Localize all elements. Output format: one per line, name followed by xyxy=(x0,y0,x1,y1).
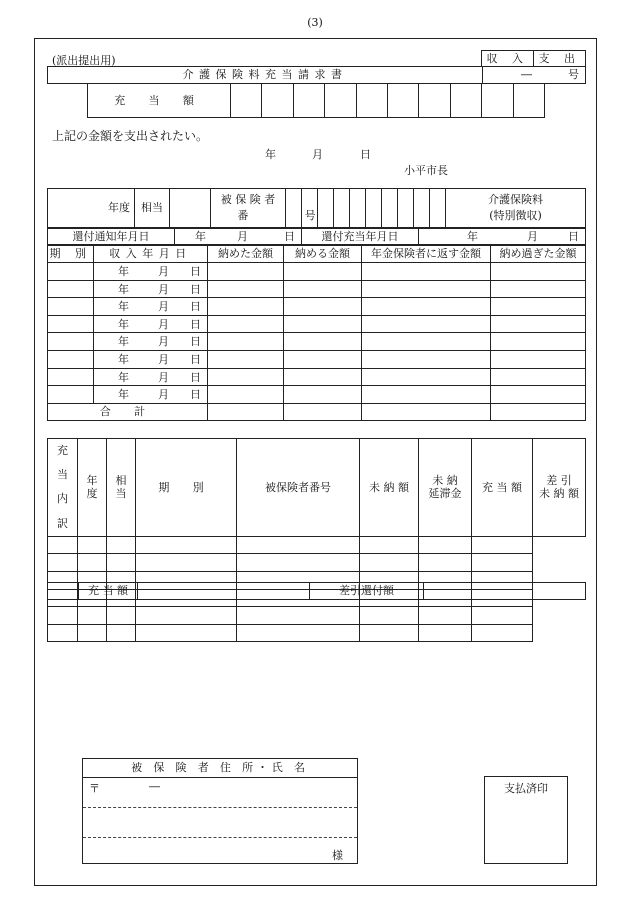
table-cell[interactable] xyxy=(48,554,78,572)
footer-allocated-label: 充 当 額 xyxy=(79,583,138,600)
table-cell[interactable] xyxy=(48,263,94,281)
table-cell[interactable] xyxy=(472,607,533,625)
request-statement: 上記の金額を支出されたい。 xyxy=(52,129,209,143)
receipt-date-month: 月 xyxy=(158,317,169,331)
allocation-breakdown-table xyxy=(47,438,586,642)
column-header: 年金保険者に返す金額 xyxy=(362,246,491,263)
table-cell[interactable] xyxy=(208,386,284,404)
receipt-date-day: 日 xyxy=(190,317,201,331)
column-header-late-fee-line1: 未 納 xyxy=(432,473,458,487)
table-cell[interactable] xyxy=(136,624,237,642)
payment-history-table xyxy=(47,245,586,421)
amount-digit[interactable] xyxy=(513,84,544,118)
payment-stamp-title: 支払済印 xyxy=(504,782,548,795)
table-cell[interactable] xyxy=(208,298,284,316)
table-cell[interactable] xyxy=(284,350,362,368)
column-header-insured-number: 被保険者番号 xyxy=(237,439,360,537)
amount-digit[interactable] xyxy=(450,84,481,118)
refund-info-table xyxy=(47,188,586,228)
table-cell[interactable] xyxy=(208,350,284,368)
table-cell[interactable] xyxy=(48,386,94,404)
amount-digit[interactable] xyxy=(482,84,513,118)
title-row xyxy=(47,66,586,84)
refund-notice-date-value[interactable] xyxy=(175,229,302,245)
receipt-date-year: 年 xyxy=(118,300,129,314)
receipt-date-year: 年 xyxy=(118,265,129,278)
column-header: 収入年月日 xyxy=(94,246,208,263)
table-cell[interactable] xyxy=(360,554,419,572)
column-header-unpaid: 未 納 額 xyxy=(360,439,419,537)
table-cell[interactable] xyxy=(491,280,586,298)
table-cell[interactable] xyxy=(48,607,78,625)
table-cell[interactable] xyxy=(362,333,491,351)
receipt-date-cell[interactable] xyxy=(94,350,208,368)
address-box xyxy=(82,758,358,864)
column-header: 納めた金額 xyxy=(208,246,284,263)
column-header-year-line2: 度 xyxy=(86,487,98,501)
table-cell[interactable] xyxy=(237,607,360,625)
receipt-date-day: 日 xyxy=(190,265,201,278)
receipt-date-month: 月 xyxy=(158,388,169,402)
column-header-net-unpaid-line2: 未 納 額 xyxy=(539,487,579,501)
side-label-char: 内 xyxy=(57,492,68,506)
table-cell[interactable] xyxy=(284,280,362,298)
table-row xyxy=(48,554,586,572)
side-label-char: 当 xyxy=(57,468,68,482)
notice-year: 年 xyxy=(195,230,206,243)
table-cell[interactable] xyxy=(78,624,107,642)
table-cell[interactable] xyxy=(48,624,78,642)
postal-dash: ― xyxy=(149,780,160,793)
receipt-date-year: 年 xyxy=(118,317,129,331)
table-cell[interactable] xyxy=(107,624,136,642)
table-cell[interactable] xyxy=(419,607,472,625)
receipt-date-year: 年 xyxy=(118,388,129,402)
table-cell[interactable] xyxy=(284,263,362,281)
table-cell[interactable] xyxy=(284,315,362,333)
receipt-date-cell[interactable] xyxy=(94,280,208,298)
table-cell[interactable] xyxy=(48,298,94,316)
column-header-net-unpaid xyxy=(533,439,586,537)
table-cell[interactable] xyxy=(284,333,362,351)
receipt-date-month: 月 xyxy=(158,282,169,296)
column-header-year-line1: 年 xyxy=(86,473,98,487)
request-date-month: 月 xyxy=(312,148,323,161)
side-label-char: 充 xyxy=(57,444,68,457)
receipt-date-year: 年 xyxy=(118,352,129,366)
table-cell[interactable] xyxy=(419,536,472,554)
receipt-date-cell[interactable] xyxy=(94,263,208,281)
table-cell[interactable] xyxy=(362,298,491,316)
column-header: 納める金額 xyxy=(284,246,362,263)
table-cell[interactable] xyxy=(136,607,237,625)
receipt-date-day: 日 xyxy=(190,300,201,314)
table-row xyxy=(48,368,586,386)
applicable-label: 相当 xyxy=(135,189,170,228)
receipt-date-month: 月 xyxy=(158,265,169,278)
table-cell[interactable] xyxy=(419,554,472,572)
amount-digit[interactable] xyxy=(231,84,262,118)
table-cell[interactable] xyxy=(472,624,533,642)
notice-day: 日 xyxy=(284,230,295,243)
table-cell[interactable] xyxy=(362,263,491,281)
refund-notice-date-label: 還付通知年月日 xyxy=(48,229,175,245)
column-header-net-unpaid-line1: 差 引 xyxy=(546,473,572,487)
column-header-allocated: 充 当 額 xyxy=(472,439,533,537)
total-cell[interactable] xyxy=(284,403,362,420)
table-cell[interactable] xyxy=(48,350,94,368)
receipt-date-day: 日 xyxy=(190,352,201,366)
table-cell[interactable] xyxy=(208,263,284,281)
refund-dates-row xyxy=(47,228,586,245)
total-row xyxy=(48,403,586,420)
receipt-date-day: 日 xyxy=(190,370,201,384)
table-cell[interactable] xyxy=(48,333,94,351)
refund-allocation-date-label: 還付充当年月日 xyxy=(302,229,419,245)
table-cell[interactable] xyxy=(48,536,78,554)
table-row xyxy=(48,350,586,368)
name-line[interactable] xyxy=(83,838,357,866)
table-cell[interactable] xyxy=(208,368,284,386)
table-cell[interactable] xyxy=(48,368,94,386)
table-cell[interactable] xyxy=(48,280,94,298)
footer-allocated-value[interactable] xyxy=(138,583,310,600)
table-cell[interactable] xyxy=(237,554,360,572)
receipt-date-month: 月 xyxy=(158,370,169,384)
table-cell[interactable] xyxy=(78,536,107,554)
request-date-day: 日 xyxy=(360,148,371,161)
premium-label-line2: (特別徴収) xyxy=(489,209,542,222)
column-header-late-fee xyxy=(419,439,472,537)
total-label: 合 計 xyxy=(48,403,208,420)
receipt-label: 収 入 xyxy=(482,51,534,67)
table-cell[interactable] xyxy=(491,263,586,281)
allocation-day: 日 xyxy=(568,230,579,243)
honorific: 様 xyxy=(332,849,343,862)
form-title: 介護保険料充当請求書 xyxy=(48,67,483,84)
receipt-date-year: 年 xyxy=(118,282,129,296)
table-cell[interactable] xyxy=(208,315,284,333)
applicable-value[interactable] xyxy=(170,189,211,228)
footer-refund-value[interactable] xyxy=(424,583,586,600)
table-cell[interactable] xyxy=(208,280,284,298)
column-header: 納め過ぎた金額 xyxy=(491,246,586,263)
table-row xyxy=(48,263,586,281)
insured-number-digit[interactable] xyxy=(382,189,398,228)
amount-digit[interactable] xyxy=(325,84,356,118)
payment-label: 支 出 xyxy=(534,51,586,67)
table-cell[interactable] xyxy=(472,536,533,554)
column-header-late-fee-line2: 延滞金 xyxy=(428,487,462,501)
side-label-char: 訳 xyxy=(57,516,68,530)
column-header-applicable-line1: 相 xyxy=(115,473,127,487)
amount-digit[interactable] xyxy=(262,84,293,118)
insured-number-digit[interactable] xyxy=(366,189,382,228)
premium-label-line1: 介護保険料 xyxy=(488,193,543,207)
table-cell[interactable] xyxy=(491,350,586,368)
number-dash: ― xyxy=(521,68,532,81)
table-row xyxy=(48,536,586,554)
column-header-applicable-line2: 当 xyxy=(115,487,127,501)
amount-digit[interactable] xyxy=(293,84,324,118)
postal-mark: 〒 xyxy=(89,782,100,795)
insured-number-digit[interactable] xyxy=(414,189,430,228)
refund-allocation-date-value[interactable] xyxy=(419,229,586,245)
document-number xyxy=(483,67,586,84)
table-cell[interactable] xyxy=(362,350,491,368)
allocation-year: 年 xyxy=(467,230,478,243)
receipt-date-cell[interactable] xyxy=(94,386,208,404)
receipt-date-cell[interactable] xyxy=(94,298,208,316)
table-row xyxy=(48,624,586,642)
receipt-date-month: 月 xyxy=(158,335,169,349)
table-cell[interactable] xyxy=(362,280,491,298)
request-date-year: 年 xyxy=(265,148,276,161)
amount-digit[interactable] xyxy=(356,84,387,118)
receipt-date-cell[interactable] xyxy=(94,315,208,333)
address-line[interactable] xyxy=(83,808,357,838)
receipt-date-month: 月 xyxy=(158,352,169,366)
table-cell[interactable] xyxy=(78,607,107,625)
table-cell[interactable] xyxy=(491,315,586,333)
table-cell[interactable] xyxy=(208,333,284,351)
insured-number-label xyxy=(211,189,343,228)
table-cell[interactable] xyxy=(491,368,586,386)
table-cell[interactable] xyxy=(107,607,136,625)
table-cell[interactable] xyxy=(362,386,491,404)
table-cell[interactable] xyxy=(237,624,360,642)
table-cell[interactable] xyxy=(360,536,419,554)
table-row xyxy=(48,607,586,625)
address-box-title: 被 保 険 者 住 所・氏 名 xyxy=(83,759,357,778)
receipt-date-day: 日 xyxy=(190,388,201,402)
table-row xyxy=(48,298,586,316)
allocation-month: 月 xyxy=(527,230,538,243)
table-row xyxy=(48,315,586,333)
table-row xyxy=(48,386,586,404)
receipt-date-month: 月 xyxy=(158,300,169,314)
allocation-footer-row xyxy=(47,582,586,600)
table-row xyxy=(48,333,586,351)
receipt-payment-box xyxy=(481,50,586,67)
amount-digit[interactable] xyxy=(387,84,418,118)
postal-row[interactable] xyxy=(83,778,357,808)
receipt-date-year: 年 xyxy=(118,335,129,349)
insured-number-digit[interactable] xyxy=(430,189,446,228)
receipt-date-day: 日 xyxy=(190,335,201,349)
table-cell[interactable] xyxy=(362,368,491,386)
table-cell[interactable] xyxy=(360,607,419,625)
receipt-date-year: 年 xyxy=(118,370,129,384)
table-cell[interactable] xyxy=(491,333,586,351)
footer-spacer xyxy=(48,583,79,600)
receipt-date-cell[interactable] xyxy=(94,333,208,351)
table-cell[interactable] xyxy=(136,554,237,572)
table-cell[interactable] xyxy=(78,554,107,572)
footer-refund-label: 差引還付額 xyxy=(310,583,424,600)
signer: 小平市長 xyxy=(404,164,448,177)
table-cell[interactable] xyxy=(107,536,136,554)
receipt-date-cell[interactable] xyxy=(94,368,208,386)
table-cell[interactable] xyxy=(107,554,136,572)
insured-number-label-line1: 被 保 険 者 xyxy=(220,193,276,207)
allocation-amount-box xyxy=(87,83,545,118)
insured-number-digit[interactable] xyxy=(350,189,366,228)
table-cell[interactable] xyxy=(284,386,362,404)
table-cell[interactable] xyxy=(136,536,237,554)
number-suffix: 号 xyxy=(568,68,579,81)
table-cell[interactable] xyxy=(472,554,533,572)
table-cell[interactable] xyxy=(360,624,419,642)
notice-month: 月 xyxy=(237,230,248,243)
total-cell[interactable] xyxy=(208,403,284,420)
table-cell[interactable] xyxy=(237,536,360,554)
receipt-date-day: 日 xyxy=(190,282,201,296)
column-header-period: 期 別 xyxy=(136,439,237,537)
table-cell[interactable] xyxy=(491,386,586,404)
total-cell[interactable] xyxy=(491,403,586,420)
page-number: (3) xyxy=(307,16,323,29)
table-cell[interactable] xyxy=(284,368,362,386)
premium-label xyxy=(446,189,586,228)
dispatch-note: (派出提出用) xyxy=(52,54,116,67)
amount-label: 充 当 額 xyxy=(88,84,231,118)
column-header-applicable xyxy=(107,439,136,537)
insured-number-label-line2: 番 号 xyxy=(237,209,343,222)
column-header-year xyxy=(78,439,107,537)
table-cell[interactable] xyxy=(362,315,491,333)
table-cell[interactable] xyxy=(284,298,362,316)
table-cell[interactable] xyxy=(48,315,94,333)
table-cell[interactable] xyxy=(491,298,586,316)
total-cell[interactable] xyxy=(362,403,491,420)
payment-stamp-box[interactable] xyxy=(484,776,568,864)
fiscal-year-label: 年度 xyxy=(48,189,135,228)
table-cell[interactable] xyxy=(419,624,472,642)
allocation-side-label xyxy=(48,439,78,537)
insured-number-digit[interactable] xyxy=(398,189,414,228)
table-row xyxy=(48,280,586,298)
column-header: 期 別 xyxy=(48,246,94,263)
amount-digit[interactable] xyxy=(419,84,450,118)
